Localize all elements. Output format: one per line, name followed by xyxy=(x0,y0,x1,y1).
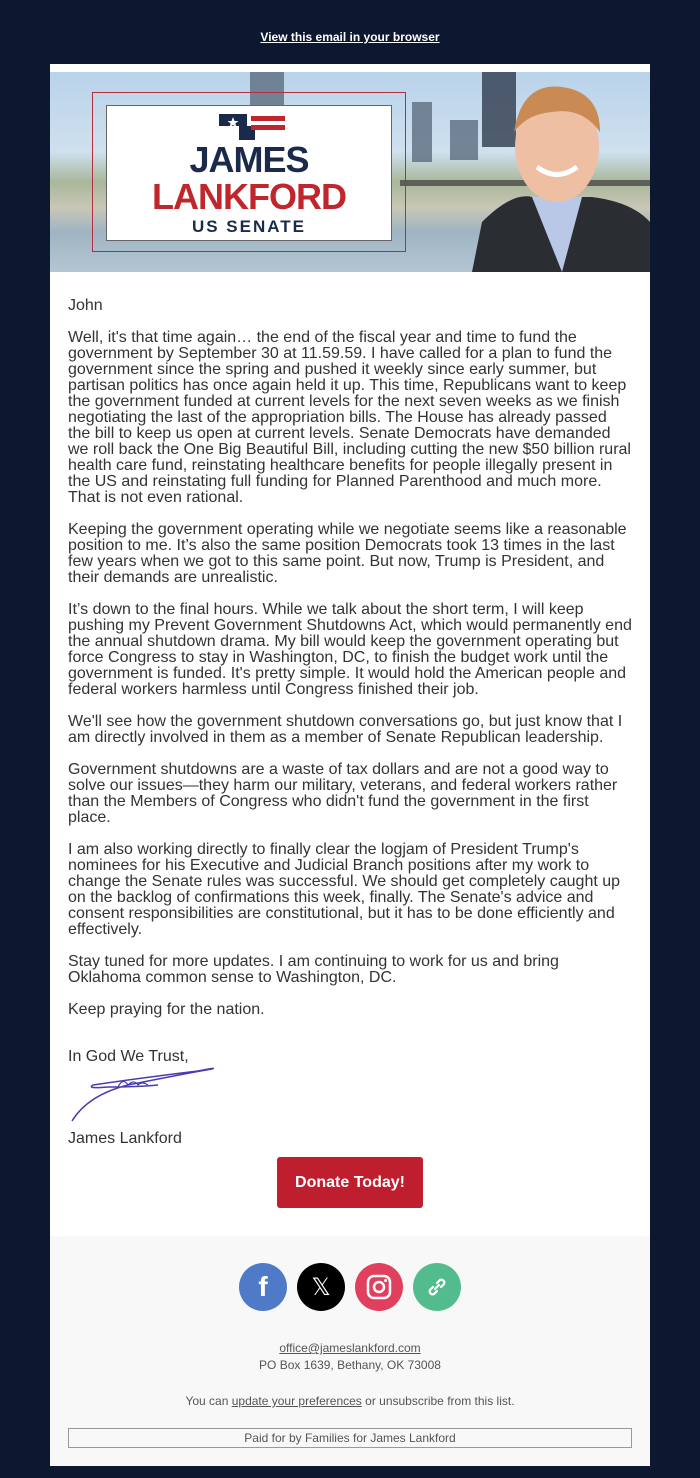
senator-photo xyxy=(472,72,650,272)
paragraph: Government shutdowns are a waste of tax dollars and are not a good way to solve our issues—they harm our military, veterans, and federal workers rather than the Members of Congress who didn't fund the government in the first place. xyxy=(68,761,618,826)
logo-us-senate: US SENATE xyxy=(191,217,307,236)
paragraph: Keep praying for the nation. xyxy=(68,1001,265,1018)
view-in-browser xyxy=(0,30,700,64)
paragraph: It’s down to the final hours. While we talk about the short term, I will keep pushing my Prevent Government Shutdowns Act, which would permanently end the annual shutdown drama. My bill would keep the government operating but force Congress to stay in Washington, DC, to finish the budget work until the government is funded. It's pretty simple. It would hold the American people and federal workers harmless until Congress finished their job. xyxy=(68,601,632,698)
email-link[interactable]: office@jameslankford.com xyxy=(279,1341,421,1355)
greeting: John xyxy=(68,297,103,314)
prefs-text-before: You can xyxy=(185,1394,232,1408)
x-icon[interactable]: 𝕏 xyxy=(297,1263,345,1311)
paragraph: I am also working directly to finally clear the logjam of President Trump's nominees for his Executive and Judicial Branch positions after my work to change the Senate rules was successful. We should get completely caught up on the backlog of confirmations this week, finally. The Senate's advice and consent responsibilities are constitutional, but it has to be done efficiently and effectively. xyxy=(68,841,621,938)
header-banner xyxy=(50,72,650,272)
closing: In God We Trust, xyxy=(68,1048,189,1065)
donate-button[interactable]: Donate Today! xyxy=(277,1157,423,1208)
paragraph: Stay tuned for more updates. I am continuing to work for us and bring Oklahoma common sense to Washington, DC. xyxy=(68,953,559,986)
update-preferences-link[interactable]: update your preferences xyxy=(231,1394,362,1408)
view-in-browser-link[interactable]: View this email in your browser xyxy=(260,30,440,44)
prefs-text-after: or unsubscribe from this list. xyxy=(361,1394,515,1408)
letter-body xyxy=(50,272,650,1147)
paragraph: Well, it's that time again… the end of the fiscal year and time to fund the government by September 30 at 11.59.59. I have called for a plan to fund the government since the spring and pushed it weekly since early summer, but partisan politics has once again held it up. This time, Republicans want to keep the government funded at current levels for the next seven weeks as we finish negotiating the last of the appropriation bills. The House has already passed the bill to keep us open at current levels. Senate Democrats have demanded we roll back the One Big Beautiful Bill, including cutting the new $50 billion rural health care fund, reinstating healthcare benefits for people illegally present in the US and reinstating full funding for Planned Parenthood and much more. That is not even rational. xyxy=(68,329,631,506)
logo-lankford: LANKFORD xyxy=(152,176,346,217)
paragraph: We'll see how the government shutdown conversations go, but just know that I am directly involved in them as a member of Senate Republican leadership. xyxy=(68,713,623,746)
footer xyxy=(50,1236,650,1466)
logo-james: JAMES xyxy=(189,139,309,180)
signature-image xyxy=(68,1065,228,1123)
link-icon[interactable] xyxy=(413,1263,461,1311)
email-card xyxy=(50,64,650,1466)
paragraph: Keeping the government operating while we negotiate seems like a reasonable position to me. It’s also the same position Democrats took 13 times in the last few years when we got to this same point. But now, Trump is President, and their demands are unrealistic. xyxy=(68,521,627,586)
facebook-icon[interactable]: f xyxy=(239,1263,287,1311)
paid-for-disclaimer: Paid for by Families for James Lankford xyxy=(68,1428,632,1448)
donate-area xyxy=(50,1157,650,1236)
instagram-icon[interactable] xyxy=(355,1263,403,1311)
oklahoma-flag-icon xyxy=(217,112,287,142)
mailing-address: PO Box 1639, Bethany, OK 73008 xyxy=(259,1358,441,1372)
signer-name: James Lankford xyxy=(68,1130,182,1147)
preferences-text xyxy=(68,1393,632,1410)
campaign-logo xyxy=(106,105,392,241)
social-icons xyxy=(68,1263,632,1311)
